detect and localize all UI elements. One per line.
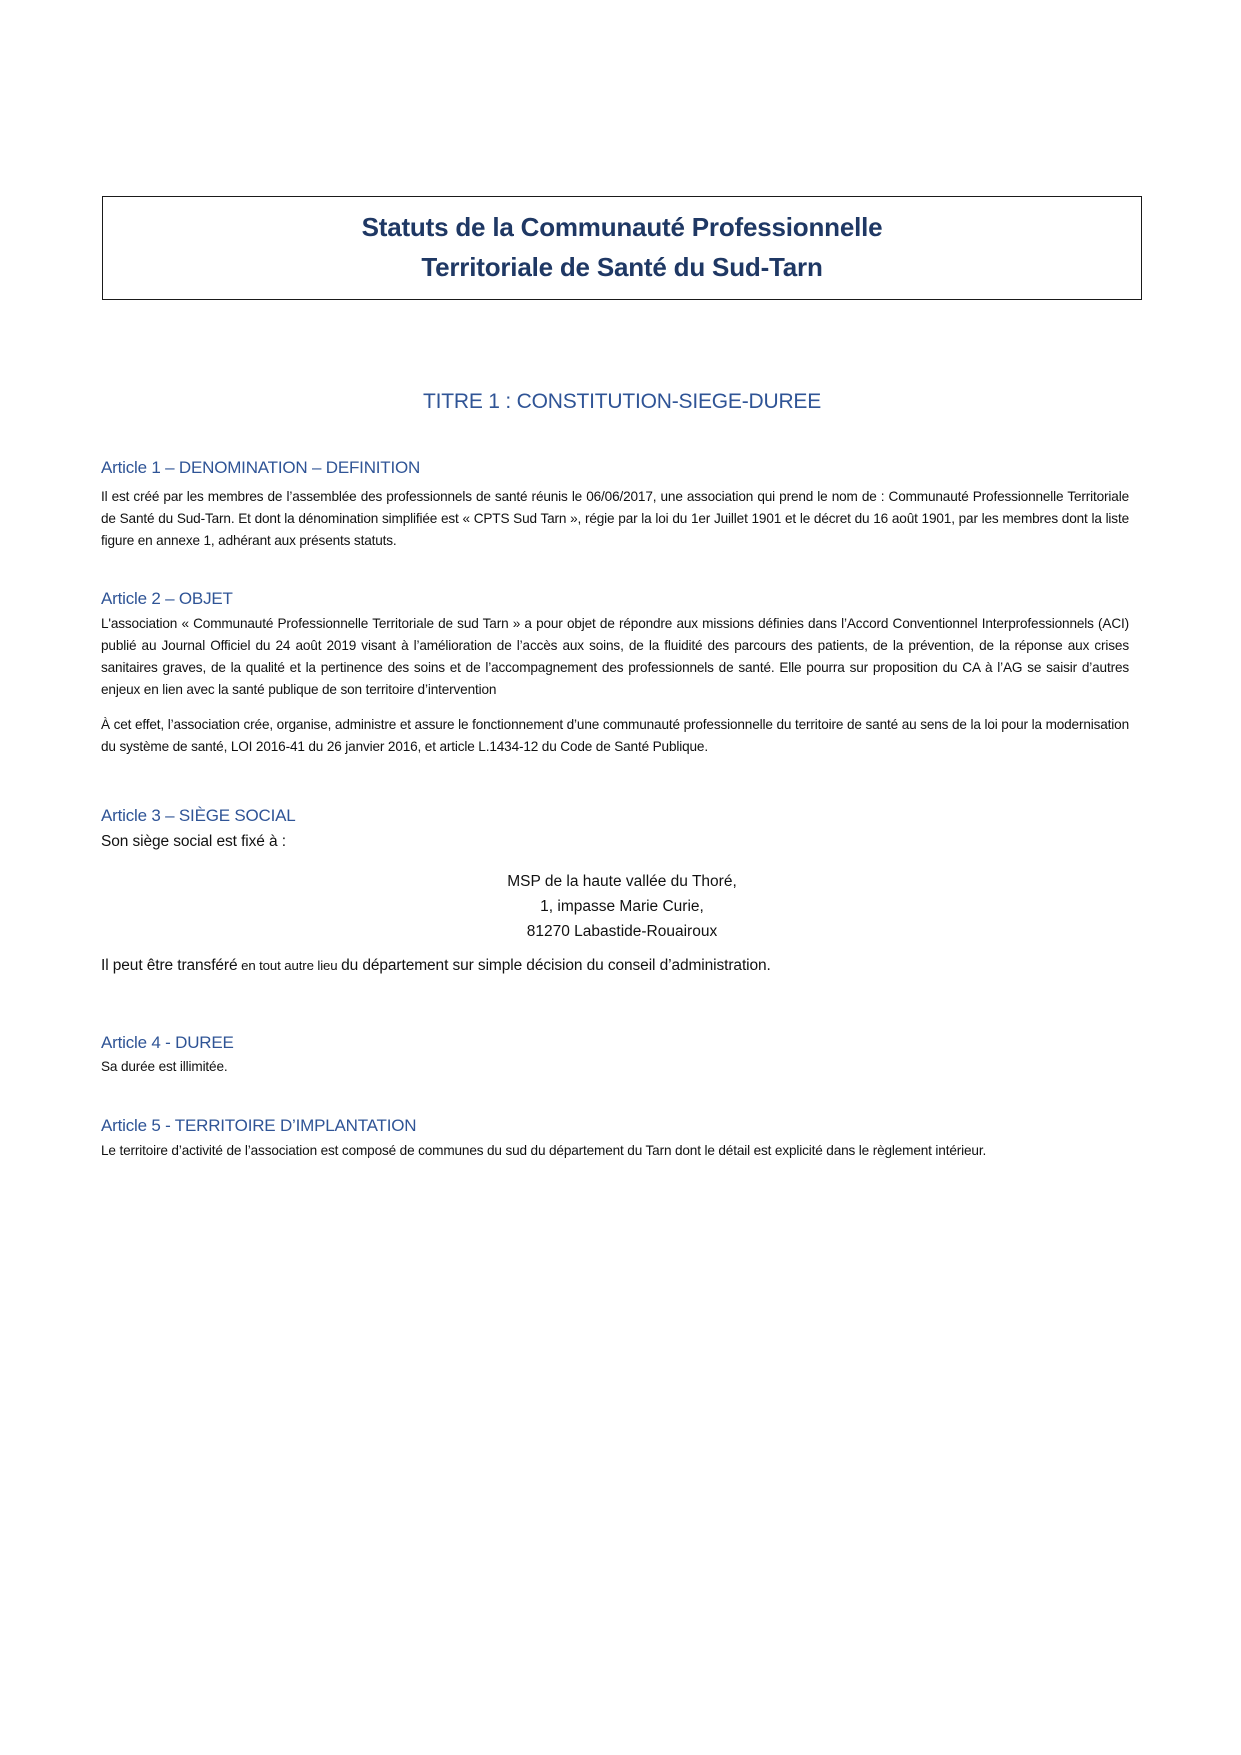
titre-heading: TITRE 1 : CONSTITUTION-SIEGE-DUREE [422, 390, 822, 413]
document-title-line-2: Territoriale de Santé du Sud-Tarn [421, 252, 823, 282]
address-line-2: 1, impasse Marie Curie, [540, 898, 704, 915]
article-2-paragraph-2: À cet effet, l’association crée, organise, administre et assure le fonctionnement d’une communauté professionnelle du territoire de santé au sens de la loi pour la modernisation du système de santé, LOI 2016-41 du 26 janvier 2016, et article L.1434-12 du Code de Santé Publique. [101, 717, 1129, 754]
article-5-text: Le territoire d’activité de l’association est composé de communes du sud du département du Tarn dont le détail est explicité dans le règlement intérieur. [101, 1143, 987, 1158]
transfer-text-3: du département sur simple décision du conseil d’administration. [341, 957, 771, 974]
transfer-text-1: Il peut être transféré [101, 957, 238, 974]
article-3-heading: Article 3 – SIÈGE SOCIAL [101, 806, 296, 825]
article-1-heading: Article 1 – DENOMINATION – DEFINITION [101, 458, 421, 477]
article-4-text: Sa durée est illimitée. [101, 1059, 228, 1074]
article-3-intro: Son siège social est fixé à : [101, 833, 286, 850]
article-3-transfer [101, 957, 771, 975]
transfer-text-2: en tout autre lieu [237, 958, 342, 973]
article-3-address [102, 869, 1142, 944]
title-box [102, 196, 1142, 300]
article-2-heading: Article 2 – OBJET [101, 589, 233, 608]
article-2-paragraph-1: L'association « Communauté Professionnelle Territoriale de sud Tarn » a pour objet de répondre aux missions définies dans l’Accord Conventionnel Interprofessionnels (ACI) publié au Journal Officiel du 24 août 2019 visant à l’amélioration de l’accès aux soins, de la fluidité des parcours des patients, de la prévention, de la réponse aux crises sanitaires graves, de la qualité et la pertinence des soins et de l’accompagnement des professionnels de santé. Elle pourra sur proposition du CA à l’AG se saisir d’autres enjeux en lien avec la santé publique de son territoire d’intervention [101, 616, 1129, 697]
article-1-text: Il est créé par les membres de l’assemblée des professionnels de santé réunis le 06/06/2017, une association qui prend le nom de : Communauté Professionnelle Territoriale de Santé du Sud-Tarn. Et dont la dénomination simplifiée est « CPTS Sud Tarn », régie par la loi du 1er Juillet 1901 et le décret du 16 août 1901, par les membres dont la liste figure en annexe 1, adhérant aux présents statuts. [101, 489, 1129, 548]
article-5-heading: Article 5 - TERRITOIRE D’IMPLANTATION [101, 1116, 417, 1135]
address-line-1: MSP de la haute vallée du Thoré, [507, 873, 737, 890]
address-line-3: 81270 Labastide-Rouairoux [526, 923, 718, 940]
article-4-heading: Article 4 - DUREE [101, 1033, 234, 1052]
document-title-line-1: Statuts de la Communauté Professionnelle [361, 212, 883, 242]
